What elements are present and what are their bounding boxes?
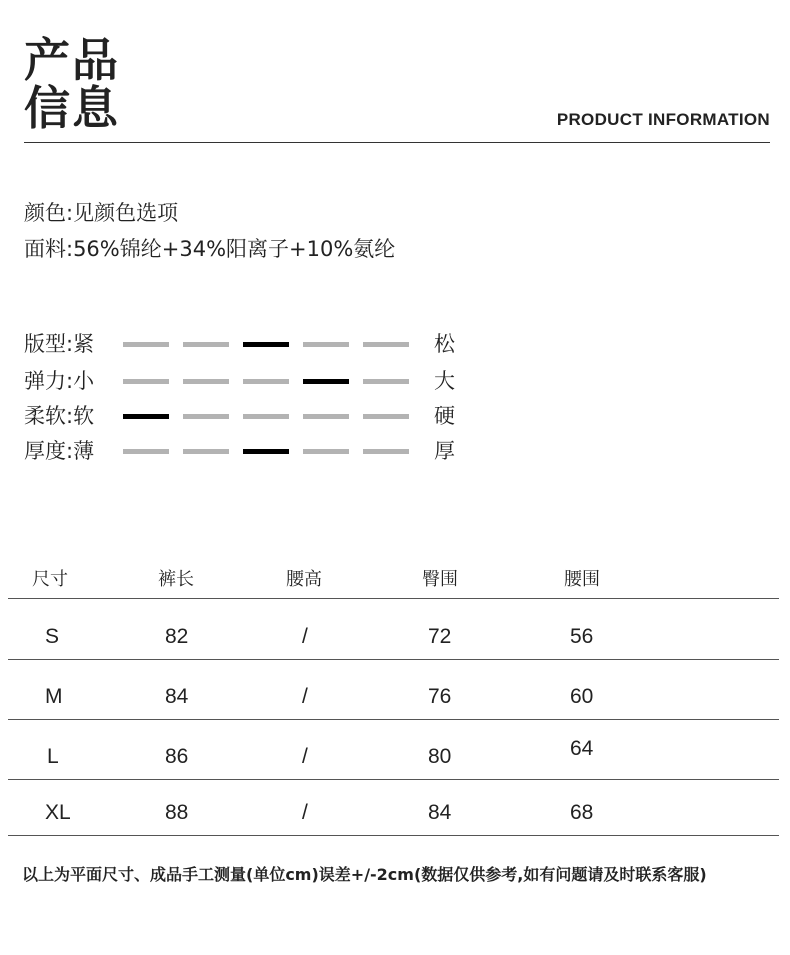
scale-segment xyxy=(363,414,409,419)
table-cell-length: 86 xyxy=(165,745,189,768)
table-header-hip: 臀围 xyxy=(422,569,458,590)
table-cell-waist: 68 xyxy=(570,801,594,824)
scale-row-fit xyxy=(24,330,464,358)
scale-segment xyxy=(303,449,349,454)
table-cell-length: 88 xyxy=(165,801,189,824)
table-cell-hip: 80 xyxy=(428,745,452,768)
scale-marker-active xyxy=(123,414,169,419)
scale-label-softness: 柔软:软 xyxy=(24,404,95,428)
scale-label-thickness: 厚度:薄 xyxy=(24,439,95,463)
table-cell-waist: 60 xyxy=(570,685,594,708)
table-cell-waist: 56 xyxy=(570,625,594,648)
table-cell-rise: / xyxy=(302,745,308,768)
table-cell-hip: 76 xyxy=(428,685,452,708)
scale-marker-active xyxy=(303,379,349,384)
scale-marker-active xyxy=(243,342,289,347)
scale-row-elasticity xyxy=(24,367,464,395)
table-cell-hip: 84 xyxy=(428,801,452,824)
page-title-line-1: 产品 xyxy=(24,33,120,87)
table-divider xyxy=(8,835,779,836)
table-cell-size: M xyxy=(45,685,63,708)
scale-segment xyxy=(243,379,289,384)
table-header-waist: 腰围 xyxy=(564,569,600,590)
scale-label-elasticity: 弹力:小 xyxy=(24,369,95,393)
table-divider xyxy=(8,659,779,660)
table-divider xyxy=(8,598,779,599)
scale-segment xyxy=(123,379,169,384)
spec-fabric: 面料:56%锦纶+34%阳离子+10%氨纶 xyxy=(24,237,396,261)
table-cell-hip: 72 xyxy=(428,625,452,648)
scale-marker-active xyxy=(243,449,289,454)
scale-segment xyxy=(243,414,289,419)
table-divider xyxy=(8,719,779,720)
scale-row-thickness xyxy=(24,437,464,465)
scale-segment xyxy=(363,449,409,454)
table-cell-length: 82 xyxy=(165,625,189,648)
table-header-rise: 腰高 xyxy=(286,569,322,590)
scale-segment xyxy=(303,414,349,419)
scale-segment xyxy=(183,449,229,454)
table-cell-rise: / xyxy=(302,685,308,708)
scale-segment xyxy=(363,379,409,384)
table-cell-rise: / xyxy=(302,625,308,648)
spec-color: 颜色:见颜色选项 xyxy=(24,201,179,225)
scale-segment xyxy=(363,342,409,347)
scale-label-fit: 版型:紧 xyxy=(24,332,95,356)
table-cell-waist: 64 xyxy=(570,737,594,760)
scale-segment xyxy=(123,342,169,347)
scale-right-thickness: 厚 xyxy=(434,439,455,463)
page-subtitle: PRODUCT INFORMATION xyxy=(556,110,770,129)
scale-right-elasticity: 大 xyxy=(434,369,455,393)
table-cell-length: 84 xyxy=(165,685,189,708)
table-cell-rise: / xyxy=(302,801,308,824)
scale-right-fit: 松 xyxy=(434,332,455,356)
measurement-note: 以上为平面尺寸、成品手工测量(单位cm)误差+/-2cm(数据仅供参考,如有问题请及时联系客服) xyxy=(22,865,707,884)
table-cell-size: S xyxy=(45,625,60,648)
page-title-line-2: 信息 xyxy=(24,81,120,135)
scale-segment xyxy=(183,414,229,419)
title-divider xyxy=(24,142,770,143)
table-cell-size: L xyxy=(47,745,59,768)
scale-segment xyxy=(123,449,169,454)
scale-segment xyxy=(183,342,229,347)
table-divider xyxy=(8,779,779,780)
table-cell-size: XL xyxy=(45,801,71,824)
scale-right-softness: 硬 xyxy=(434,404,455,428)
table-header-length: 裤长 xyxy=(158,569,194,590)
table-header-size: 尺寸 xyxy=(32,569,68,590)
scale-segment xyxy=(183,379,229,384)
scale-segment xyxy=(303,342,349,347)
scale-row-softness xyxy=(24,402,464,430)
